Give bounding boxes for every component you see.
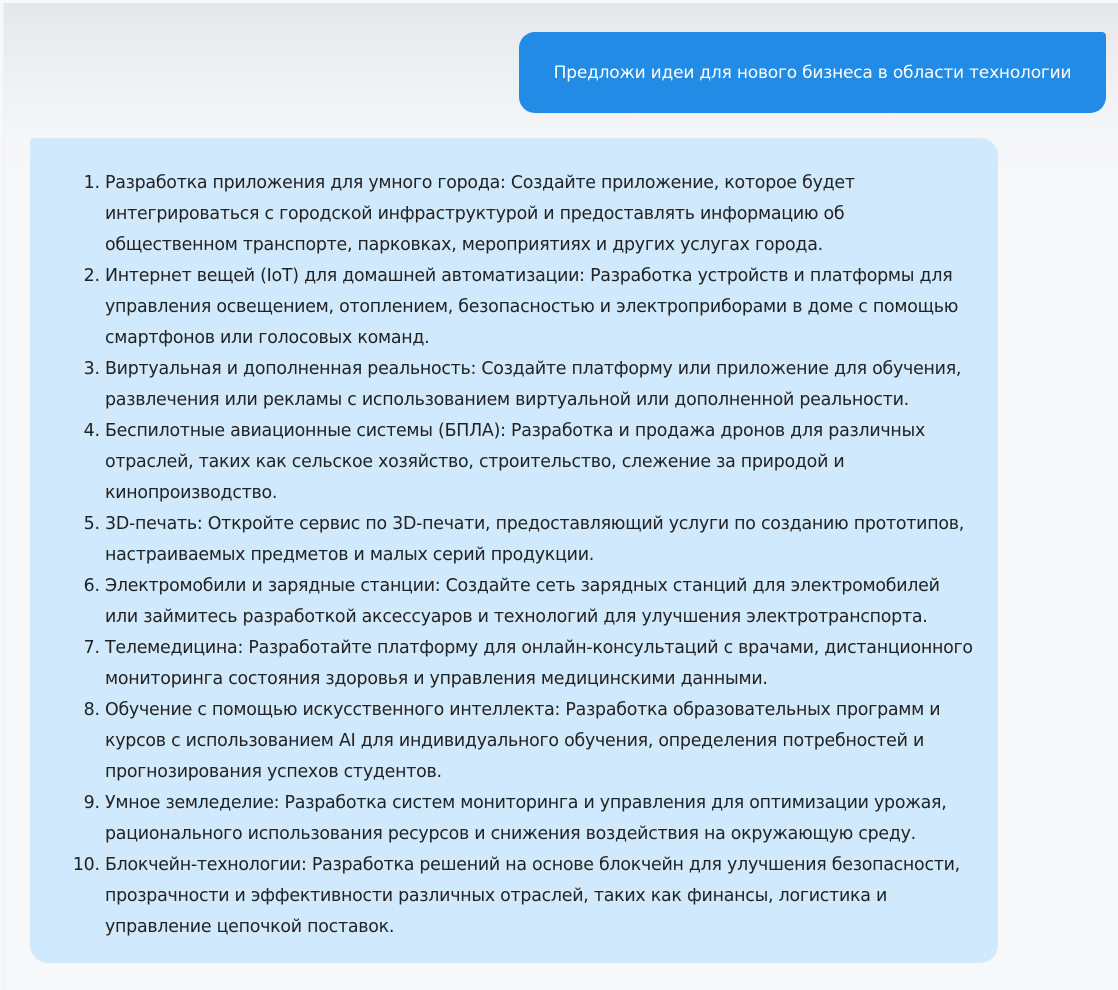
list-item	[30, 695, 974, 788]
list-item-number: 2.	[83, 266, 105, 286]
list-item-number: 9.	[83, 793, 105, 813]
list-item-number: 1.	[83, 173, 105, 193]
list-item-text: Умное земледелие: Разработка систем мониторинга и управления для оптимизации урожая, рационального использования ресурсов и снижения воздействия на окружающую среду.	[105, 793, 947, 844]
list-item	[30, 850, 974, 943]
list-item-number: 10.	[72, 855, 105, 875]
user-message-bubble	[519, 32, 1106, 113]
user-message-text: Предложи идеи для нового бизнеса в области технологии	[553, 62, 1072, 83]
list-item-text: Интернет вещей (IoT) для домашней автоматизации: Разработка устройств и платформы для управления освещением, отоплением, безопасностью и электроприборами в доме с помощью смартфонов или голосовых команд.	[105, 266, 959, 348]
chat-area	[3, 3, 1118, 990]
assistant-message-bubble	[30, 138, 998, 963]
list-item-number: 8.	[83, 700, 105, 720]
list-item	[30, 571, 974, 633]
business-ideas-list	[30, 168, 974, 943]
list-item-text: Разработка приложения для умного города: Создайте приложение, которое будет интегрироваться с городской инфраструктурой и предоставлять информацию об общественном транспорте, парковках, мероприятиях и других услугах города.	[105, 173, 855, 255]
list-item-number: 6.	[83, 576, 105, 596]
list-item-text: Обучение с помощью искусственного интеллекта: Разработка образовательных программ и курсов с использованием AI для индивидуального обучения, определения потребностей и прогнозирования успехов студентов.	[105, 700, 941, 782]
list-item-text: Электромобили и зарядные станции: Создайте сеть зарядных станций для электромобилей или займитесь разработкой аксессуаров и технологий для улучшения электротранспорта.	[105, 576, 940, 627]
list-item	[30, 354, 974, 416]
list-item-text: Телемедицина: Разработайте платформу для онлайн-консультаций с врачами, дистанционного мониторинга состояния здоровья и управления медицинскими данными.	[105, 638, 973, 689]
list-item	[30, 633, 974, 695]
list-item	[30, 261, 974, 354]
list-item-number: 3.	[83, 359, 105, 379]
list-item-text: Беспилотные авиационные системы (БПЛА): Разработка и продажа дронов для различных отраслей, таких как сельское хозяйство, строительство, слежение за природой и кинопроизводство.	[105, 421, 926, 503]
list-item	[30, 416, 974, 509]
list-item-text: Блокчейн-технологии: Разработка решений на основе блокчейн для улучшения безопасности, прозрачности и эффективности различных отраслей, таких как финансы, логистика и управление цепочкой поставок.	[105, 855, 960, 937]
list-item-number: 7.	[83, 638, 105, 658]
list-item-text: Виртуальная и дополненная реальность: Создайте платформу или приложение для обучения, развлечения или рекламы с использованием виртуальной или дополненной реальности.	[105, 359, 962, 410]
list-item-number: 5.	[83, 514, 105, 534]
list-item	[30, 168, 974, 261]
list-item-number: 4.	[83, 421, 105, 441]
list-item-text: 3D-печать: Откройте сервис по 3D-печати, предоставляющий услуги по созданию прототипов, настраиваемых предметов и малых серий продукции.	[105, 514, 964, 565]
list-item	[30, 788, 974, 850]
list-item	[30, 509, 974, 571]
